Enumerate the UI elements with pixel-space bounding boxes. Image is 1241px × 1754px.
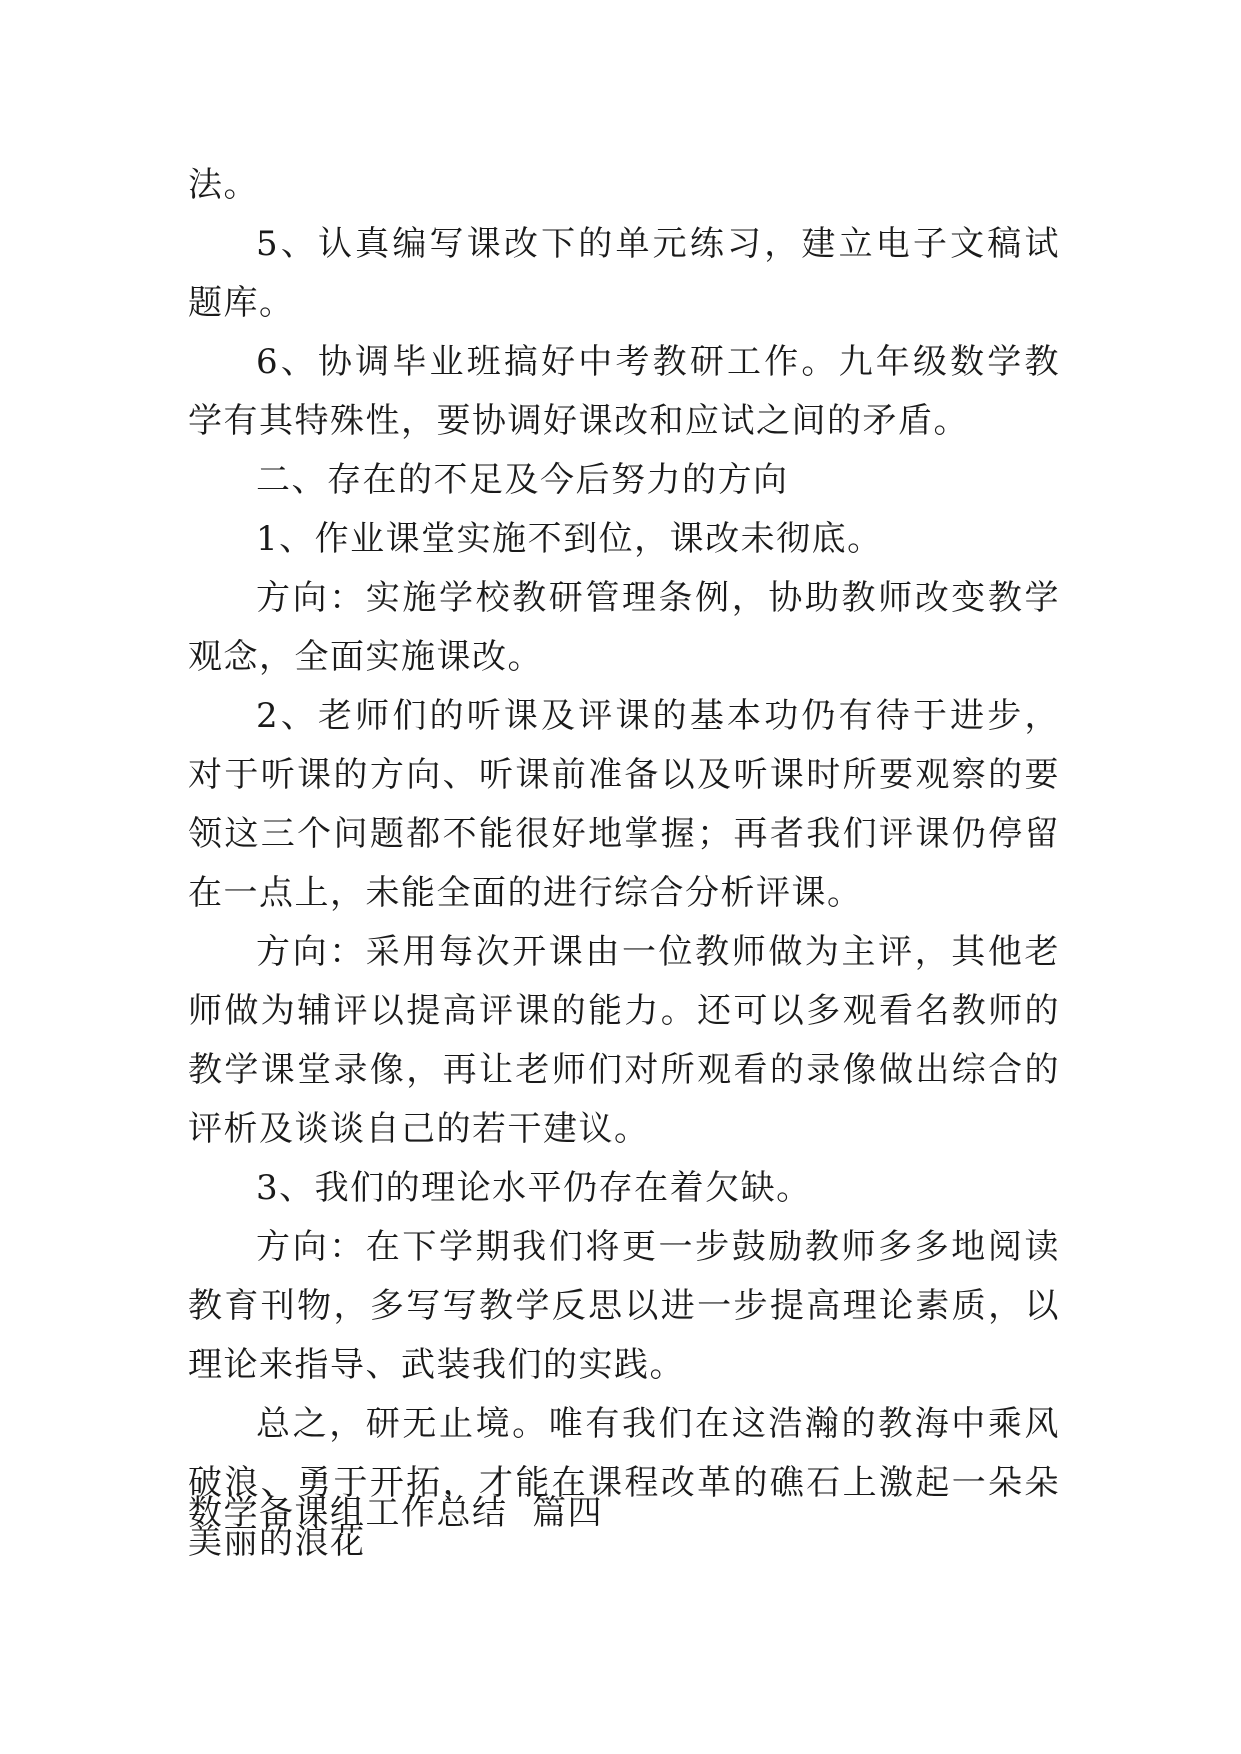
paragraph: 方向：采用每次开课由一位教师做为主评，其他老师做为辅评以提高评课的能力。还可以多观看名教师的教学课堂录像，再让老师们对所观看的录像做出综合的评析及谈谈自己的若干建议。: [188, 932, 1060, 1149]
paragraph: 3、我们的理论水平仍存在着欠缺。: [256, 1168, 812, 1208]
paragraph: 方向：实施学校教研管理条例，协助教师改变教学观念，全面实施课改。: [188, 578, 1060, 677]
section-heading: 数学备课组工作总结 篇四: [188, 1493, 604, 1533]
paragraph: 2、老师们的听课及评课的基本功仍有待于进步，对于听课的方向、听课前准备以及听课时所要观察的要领这三个问题都不能很好地掌握；再者我们评课仍停留在一点上，未能全面的进行综合分析评课。: [188, 696, 1060, 913]
paragraph: 法。: [188, 165, 259, 205]
paragraph: 1、作业课堂实施不到位，课改未彻底。: [256, 519, 883, 559]
body-text: [188, 156, 1060, 1572]
paragraph: 方向：在下学期我们将更一步鼓励教师多多地阅读教育刊物，多写写教学反思以进一步提高理论素质，以理论来指导、武装我们的实践。: [188, 1227, 1060, 1385]
paragraph: 6、协调毕业班搞好中考教研工作。九年级数学教学有其特殊性，要协调好课改和应试之间的矛盾。: [188, 342, 1060, 441]
paragraph: 总之，研无止境。唯有我们在这浩瀚的教海中乘风破浪、勇于开拓，才能在课程改革的礁石上激起一朵朵美丽的浪花: [188, 1404, 1060, 1562]
section-subheading: 二、存在的不足及今后努力的方向: [256, 460, 789, 500]
paragraph: 5、认真编写课改下的单元练习，建立电子文稿试题库。: [188, 224, 1060, 323]
